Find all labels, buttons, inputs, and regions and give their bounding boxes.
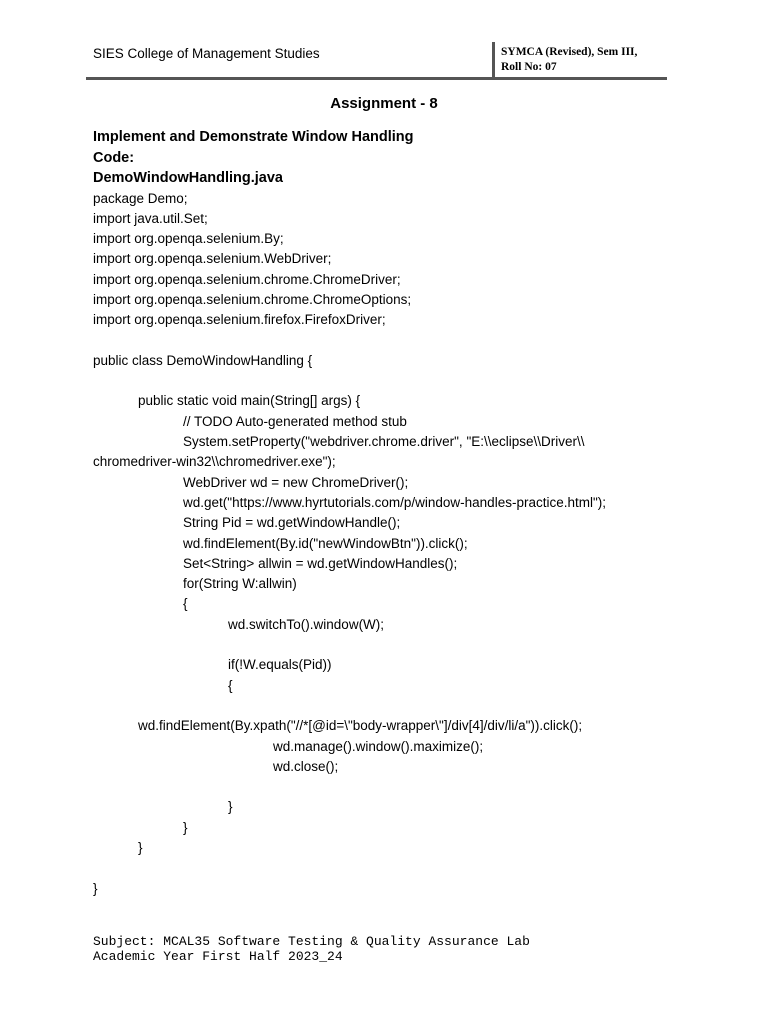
header-course-line2: Roll No: 07 xyxy=(501,61,557,73)
code-line: wd.switchTo().window(W); xyxy=(93,616,385,632)
code-heading: Code: xyxy=(93,149,135,166)
code-line: { xyxy=(93,596,188,612)
code-line: wd.findElement(By.id("newWindowBtn")).click(); xyxy=(93,535,468,551)
code-line xyxy=(93,371,733,391)
document-body xyxy=(93,127,733,899)
header-institution: SIES College of Management Studies xyxy=(93,46,320,61)
code-line: WebDriver wd = new ChromeDriver(); xyxy=(93,474,409,490)
code-line: wd.findElement(By.xpath("//*[@id=\"body-wrapper\"]/div[4]/div/li/a")).click(); xyxy=(93,718,583,734)
assignment-title: Assignment - 8 xyxy=(330,95,438,112)
code-line: } xyxy=(93,819,188,835)
code-line: package Demo; xyxy=(93,190,188,206)
code-line: } xyxy=(93,799,233,815)
code-line: import java.util.Set; xyxy=(93,210,208,226)
code-line: chromedriver-win32\\chromedriver.exe"); xyxy=(93,454,336,470)
page-footer xyxy=(93,934,530,964)
header-course-line1: SYMCA (Revised), Sem III, xyxy=(501,46,638,58)
code-line xyxy=(93,858,733,878)
file-name-heading: DemoWindowHandling.java xyxy=(93,170,283,186)
code-line: if(!W.equals(Pid)) xyxy=(93,657,332,673)
header-rule xyxy=(86,77,667,80)
code-line xyxy=(93,635,733,655)
code-line: String Pid = wd.getWindowHandle(); xyxy=(93,515,401,531)
code-line: import org.openqa.selenium.chrome.ChromeOptions; xyxy=(93,291,412,307)
code-line: { xyxy=(93,677,233,693)
code-line: import org.openqa.selenium.chrome.ChromeDriver; xyxy=(93,271,401,287)
code-line: } xyxy=(93,840,143,855)
code-line xyxy=(93,696,733,716)
code-line: import org.openqa.selenium.WebDriver; xyxy=(93,251,332,267)
code-line: import org.openqa.selenium.By; xyxy=(93,231,284,247)
code-line: System.setProperty("webdriver.chrome.driver", "E:\\eclipse\\Driver\\ xyxy=(93,434,585,450)
code-line: public class DemoWindowHandling { xyxy=(93,352,313,368)
code-line: for(String W:allwin) xyxy=(93,576,297,592)
header-separator xyxy=(492,42,495,78)
code-line: import org.openqa.selenium.firefox.FirefoxDriver; xyxy=(93,312,386,328)
code-line: public static void main(String[] args) { xyxy=(93,393,361,409)
header-course-info xyxy=(501,45,637,75)
code-line: } xyxy=(93,880,98,896)
code-line: // TODO Auto-generated method stub xyxy=(93,413,407,429)
footer-academic-year: Academic Year First Half 2023_24 xyxy=(93,949,343,964)
footer-subject: Subject: MCAL35 Software Testing & Quality Assurance Lab xyxy=(93,934,530,949)
code-line xyxy=(93,777,733,797)
code-line xyxy=(93,331,733,351)
code-line: Set<String> allwin = wd.getWindowHandles(); xyxy=(93,555,458,571)
code-line: wd.get("https://www.hyrtutorials.com/p/window-handles-practice.html"); xyxy=(93,494,607,510)
code-block xyxy=(93,189,733,899)
code-line: wd.close(); xyxy=(93,758,339,774)
code-line: wd.manage().window().maximize(); xyxy=(93,738,484,754)
aim-heading: Implement and Demonstrate Window Handling xyxy=(93,129,414,145)
